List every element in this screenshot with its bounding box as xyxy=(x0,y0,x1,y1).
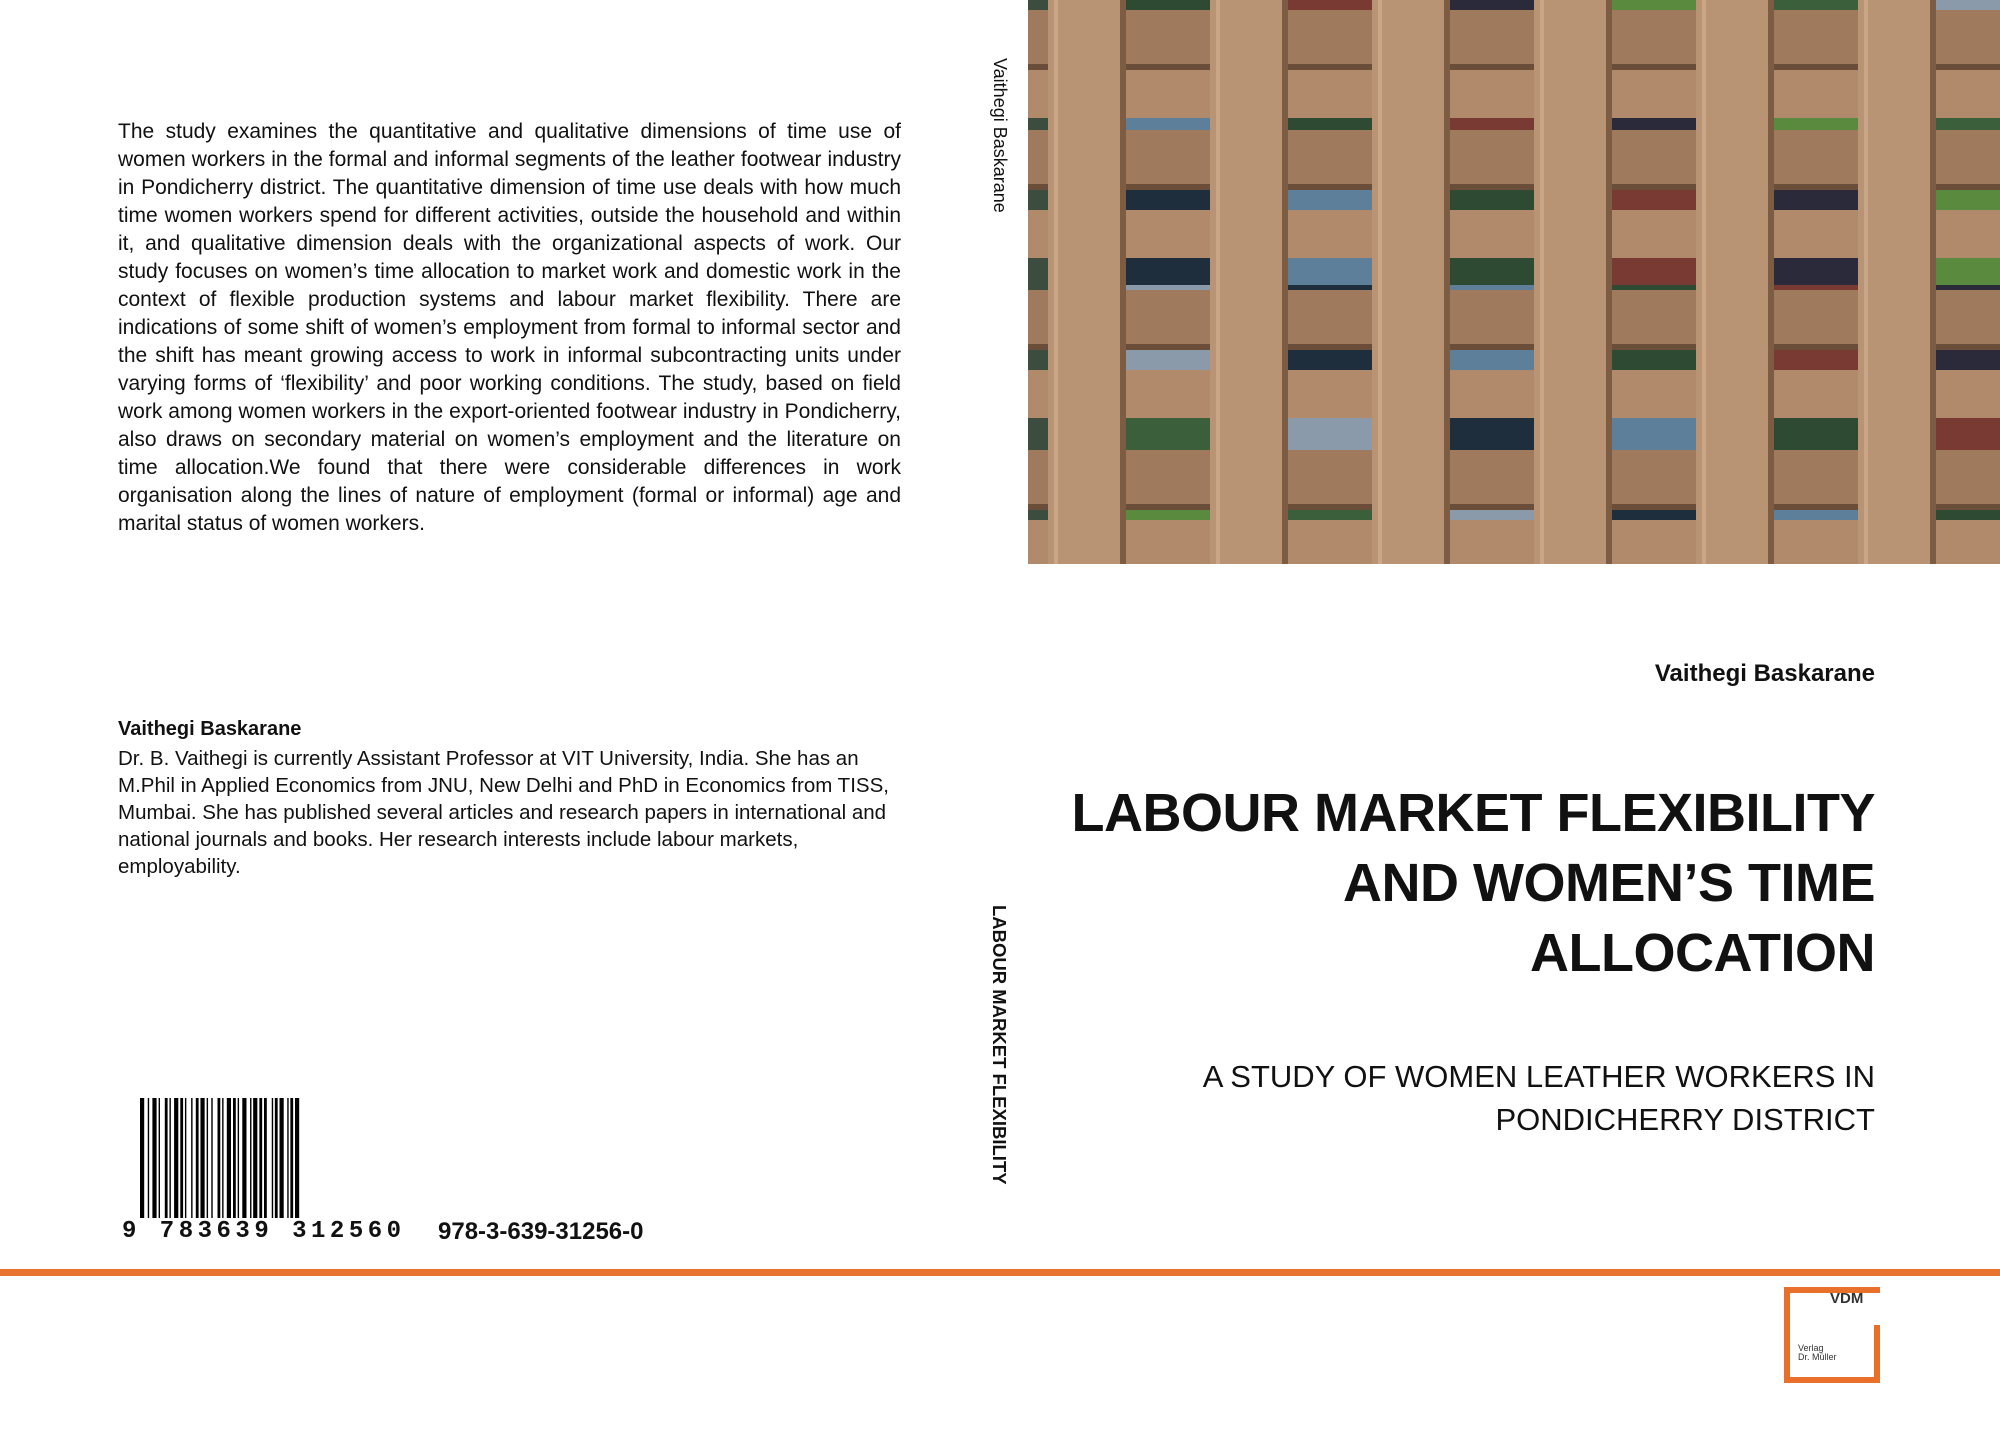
slat-highlight xyxy=(1864,0,1868,564)
vertical-slat xyxy=(1858,0,1936,564)
logo-frame-right xyxy=(1874,1325,1880,1383)
horizontal-slat xyxy=(1028,450,2000,510)
barcode-bar xyxy=(227,1098,231,1218)
barcode-bar xyxy=(280,1098,284,1218)
vertical-slat xyxy=(1696,0,1774,564)
slat-highlight xyxy=(1702,0,1706,564)
isbn: 978-3-639-31256-0 xyxy=(438,1218,644,1245)
barcode-bar xyxy=(174,1098,178,1218)
barcode-bar xyxy=(275,1098,278,1218)
barcode-bar xyxy=(233,1098,236,1218)
cover-photo xyxy=(1028,0,2000,564)
barcode-bar xyxy=(148,1098,149,1218)
vertical-slat xyxy=(1048,0,1126,564)
barcode-bar xyxy=(290,1098,293,1218)
horizontal-slat xyxy=(1028,370,2000,418)
barcode-bar xyxy=(180,1098,183,1218)
horizontal-slat xyxy=(1028,210,2000,258)
slat-shadow xyxy=(1444,0,1450,564)
slat-highlight xyxy=(1378,0,1382,564)
horizontal-slat xyxy=(1028,130,2000,190)
slat-highlight xyxy=(1540,0,1544,564)
spine-title: LABOUR MARKET FLEXIBILITY xyxy=(989,905,1010,1185)
barcode-bar xyxy=(264,1098,267,1218)
slat-shadow xyxy=(1028,344,2000,350)
barcode-bar xyxy=(140,1098,144,1218)
barcode-bar xyxy=(287,1098,288,1218)
slat-shadow xyxy=(1028,64,2000,70)
barcode-bar xyxy=(165,1098,168,1218)
barcode-bar xyxy=(211,1098,212,1218)
slat-shadow xyxy=(1028,504,2000,510)
book-subtitle: A STUDY OF WOMEN LEATHER WORKERS IN PONDICHERRY DISTRICT xyxy=(1202,1059,1875,1137)
barcode-bar xyxy=(295,1098,299,1218)
vertical-slat xyxy=(1210,0,1288,564)
horizontal-slat xyxy=(1028,10,2000,70)
author-bio: Dr. B. Vaithegi is currently Assistant Professor at VIT University, India. She has an M.Phil in Applied Economics from JNU, New Delhi and PhD in Economics from TISS, Mumbai. She has published several articles and research papers in international and national journals and books. Her research interests include labour markets, employability. xyxy=(118,747,889,878)
barcode-digits: 9 783639 312560 xyxy=(122,1218,406,1245)
barcode-bar xyxy=(185,1098,186,1218)
barcode-bar xyxy=(250,1098,251,1218)
horizontal-slat xyxy=(1028,290,2000,350)
barcode-bar xyxy=(272,1098,273,1218)
slat-highlight xyxy=(1216,0,1220,564)
slat-shadow xyxy=(1120,0,1126,564)
book-title: LABOUR MARKET FLEXIBILITY AND WOMEN’S TIME ALLOCATION xyxy=(1071,783,1875,983)
barcode-bar xyxy=(222,1098,223,1218)
publisher-name: VDM xyxy=(1830,1290,1864,1307)
horizontal-slat xyxy=(1028,70,2000,118)
slat-shadow xyxy=(1028,184,2000,190)
barcode-bar xyxy=(169,1098,170,1218)
barcode xyxy=(140,1098,412,1218)
slat-shadow xyxy=(1768,0,1774,564)
barcode-bar xyxy=(218,1098,221,1218)
barcode-bar xyxy=(200,1098,204,1218)
slat-highlight xyxy=(1054,0,1058,564)
barcode-bar xyxy=(242,1098,246,1218)
publisher-logo xyxy=(1784,1287,1880,1383)
back-cover-abstract: The study examines the quantitative and qualitative dimensions of time use of women workers in the formal and informal segments of the leather footwear industry in Pondicherry district. The quantitative dimension of time use deals with how much time women workers spend for different activities, outside the household and within it, and qualitative dimension deals with the organizational aspects of work. Our study focuses on women’s time allocation to market work and domestic work in the context of flexible production systems and labour market flexibility. There are indications of some shift of women’s employment from formal to informal sector and the shift has meant growing access to work in informal subcontracting units under varying forms of ‘flexibility’ and poor working conditions. The study, based on field work among women workers in the export-oriented footwear industry in Pondicherry, also draws on secondary material on women’s employment and the literature on time allocation.We found that there were considerable differences in work organisation along the lines of nature of employment (formal or informal) age and marital status of women workers. xyxy=(118,120,901,535)
slat-shadow xyxy=(1930,0,1936,564)
barcode-bar xyxy=(196,1098,199,1218)
slat-shadow xyxy=(1606,0,1612,564)
horizontal-slat xyxy=(1028,520,2000,564)
orange-divider xyxy=(0,1269,2000,1276)
barcode-bar xyxy=(207,1098,208,1218)
barcode-bar xyxy=(259,1098,262,1218)
barcode-bar xyxy=(152,1098,156,1218)
vertical-slat xyxy=(1534,0,1612,564)
publisher-line2: Dr. Müller xyxy=(1798,1352,1837,1362)
spine-author: Vaithegi Baskarane xyxy=(990,58,1010,213)
author-bio-name: Vaithegi Baskarane xyxy=(118,718,302,740)
front-author: Vaithegi Baskarane xyxy=(1654,660,1875,687)
barcode-bar xyxy=(191,1098,192,1218)
barcode-bar xyxy=(253,1098,257,1218)
barcode-bar xyxy=(238,1098,239,1218)
slat-shadow xyxy=(1282,0,1288,564)
barcode-bar xyxy=(159,1098,160,1218)
publisher-line1: Verlag xyxy=(1798,1343,1824,1353)
vertical-slat xyxy=(1372,0,1450,564)
